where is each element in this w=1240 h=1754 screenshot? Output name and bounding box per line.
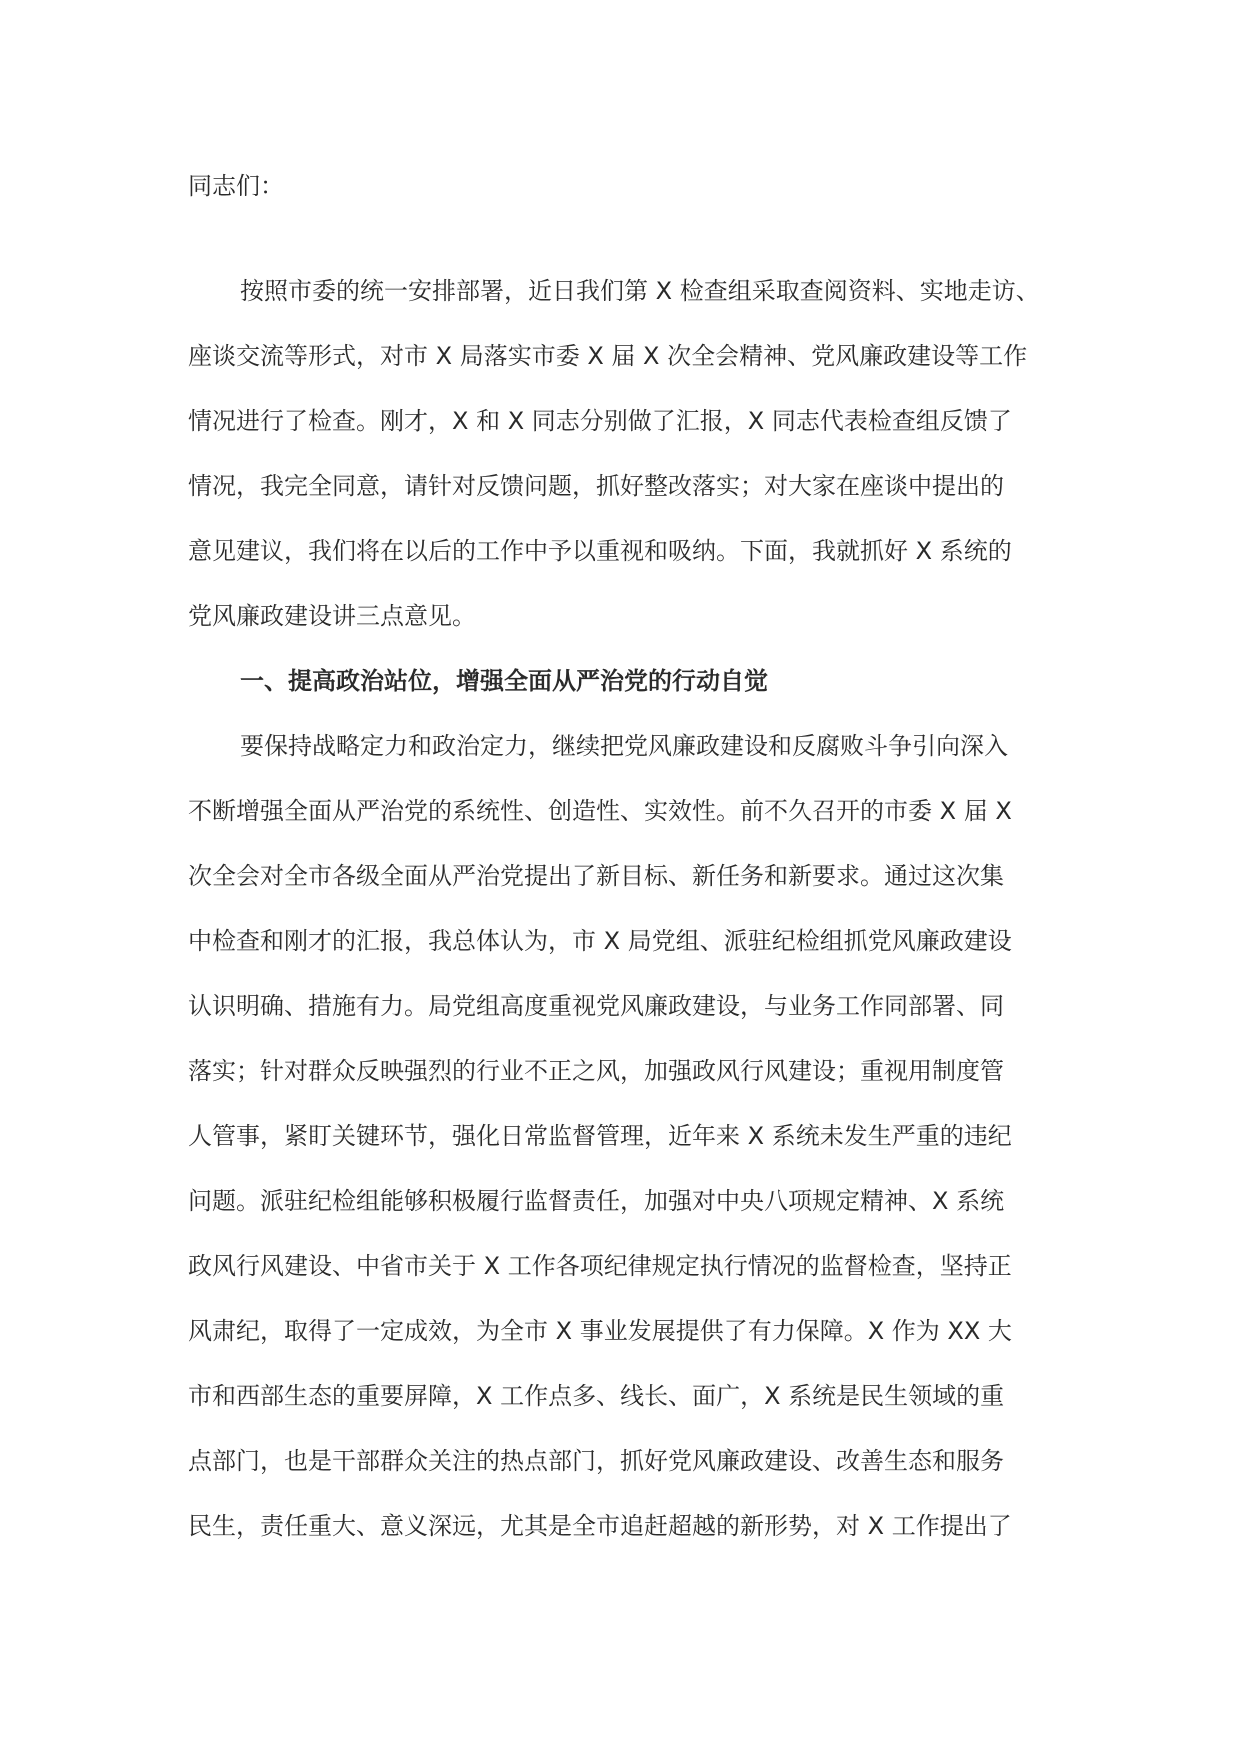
document-body [188,174,1048,1559]
paragraph-line: 风肃纪，取得了一定成效，为全市 X 事业发展提供了有力保障。X 作为 XX 大 [188,1317,1012,1345]
paragraph-line: 情况，我完全同意，请针对反馈问题，抓好整改落实；对大家在座谈中提出的 [188,472,1004,500]
salutation: 同志们： [188,172,284,200]
paragraph-1 [188,259,1048,649]
paragraph-line: 认识明确、措施有力。局党组高度重视党风廉政建设，与业务工作同部署、同 [188,992,1004,1020]
paragraph-line: 党风廉政建设讲三点意见。 [188,602,476,630]
paragraph-line: 座谈交流等形式，对市 X 局落实市委 X 届 X 次全会精神、党风廉政建设等工作 [188,342,1028,370]
paragraph-line: 落实；针对群众反映强烈的行业不正之风，加强政风行风建设；重视用制度管 [188,1057,1004,1085]
paragraph-line: 中检查和刚才的汇报，我总体认为，市 X 局党组、派驻纪检组抓党风廉政建设 [188,927,1012,955]
paragraph-line: 政风行风建设、中省市关于 X 工作各项纪律规定执行情况的监督检查，坚持正 [188,1252,1012,1280]
paragraph-line: 次全会对全市各级全面从严治党提出了新目标、新任务和新要求。通过这次集 [188,862,1004,890]
section-heading: 一、提高政治站位，增强全面从严治党的行动自觉 [240,667,768,695]
paragraph-line: 民生，责任重大、意义深远，尤其是全市追赶超越的新形势，对 X 工作提出了 [188,1512,1012,1540]
paragraph-line: 问题。派驻纪检组能够积极履行监督责任，加强对中央八项规定精神、X 系统 [188,1187,1005,1215]
paragraph-2 [188,714,1048,1559]
paragraph-line: 市和西部生态的重要屏障，X 工作点多、线长、面广，X 系统是民生领域的重 [188,1382,1005,1410]
paragraph-line: 不断增强全面从严治党的系统性、创造性、实效性。前不久召开的市委 X 届 X [188,797,1012,825]
paragraph-line: 意见建议，我们将在以后的工作中予以重视和吸纳。下面，我就抓好 X 系统的 [188,537,1012,565]
paragraph-line: 情况进行了检查。刚才，X 和 X 同志分别做了汇报，X 同志代表检查组反馈了 [188,407,1012,435]
paragraph-line: 要保持战略定力和政治定力，继续把党风廉政建设和反腐败斗争引向深入 [240,732,1008,760]
paragraph-line: 点部门，也是干部群众关注的热点部门，抓好党风廉政建设、改善生态和服务 [188,1447,1004,1475]
paragraph-line: 人管事，紧盯关键环节，强化日常监督管理，近年来 X 系统未发生严重的违纪 [188,1122,1012,1150]
paragraph-line: 按照市委的统一安排部署，近日我们第 X 检查组采取查阅资料、实地走访、 [240,277,1040,305]
